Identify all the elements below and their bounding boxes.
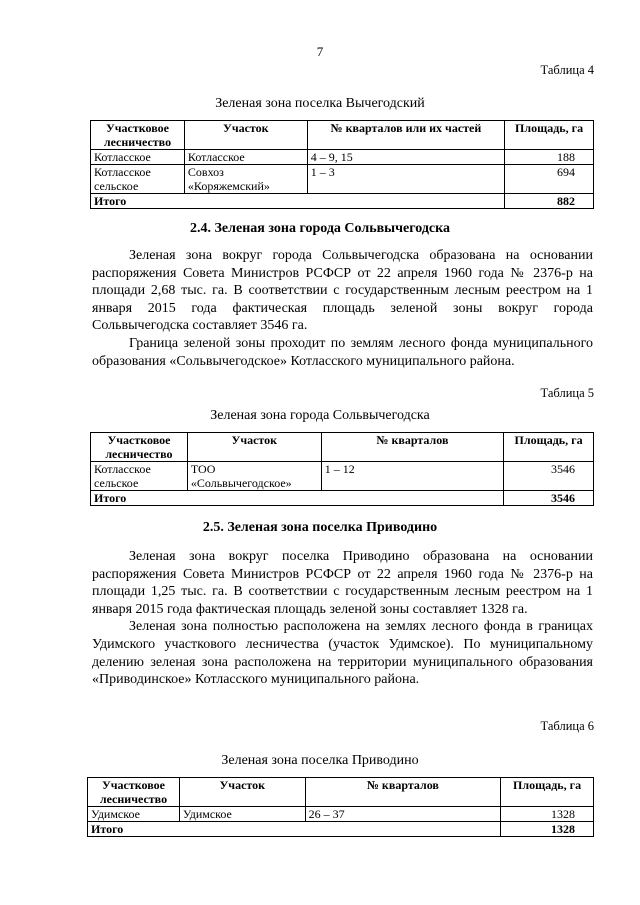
table-header-cell: Участок bbox=[184, 121, 307, 150]
table4 bbox=[90, 120, 594, 209]
total-value: 3546 bbox=[504, 491, 594, 506]
table-cell: 1328 bbox=[501, 807, 594, 822]
table-cell: 3546 bbox=[504, 462, 594, 491]
total-label: Итого bbox=[88, 822, 501, 837]
table-cell: Совхоз «Коряжемский» bbox=[184, 165, 307, 194]
table-header-cell: Участковое лесничество bbox=[91, 433, 188, 462]
table6-label: Таблица 6 bbox=[540, 719, 594, 733]
table-cell: 188 bbox=[505, 150, 594, 165]
table4-caption: Зеленая зона поселка Вычегодский bbox=[215, 96, 425, 111]
table-header-cell: № кварталов или их частей bbox=[307, 121, 504, 150]
section-2-4-heading: 2.4. Зеленая зона города Сольвычегодска bbox=[190, 221, 450, 236]
table-header-cell: Площадь, га bbox=[504, 433, 594, 462]
table-header-cell: Площадь, га bbox=[505, 121, 594, 150]
table-header-cell: № кварталов bbox=[305, 778, 500, 807]
table-cell: Удимское bbox=[88, 807, 180, 822]
section-2-5-text bbox=[92, 548, 593, 689]
table5 bbox=[90, 432, 594, 506]
table-cell: 4 – 9, 15 bbox=[307, 150, 504, 165]
table-cell: 1 – 3 bbox=[307, 165, 504, 194]
section-2-4-text bbox=[92, 247, 593, 370]
paragraph: Граница зеленой зоны проходит по землям лесного фонда муниципального образования «Сольвычегодское» Котласского муниципального района. bbox=[92, 335, 593, 369]
table-cell: 694 bbox=[505, 165, 594, 194]
section-2-5-heading: 2.5. Зеленая зона поселка Приводино bbox=[202, 520, 438, 535]
table-total-row bbox=[88, 822, 594, 837]
table-header-cell: Участковое лесничество bbox=[91, 121, 185, 150]
table-header-cell: № кварталов bbox=[321, 433, 503, 462]
table-row bbox=[88, 807, 594, 822]
paragraph: Зеленая зона вокруг поселка Приводино образована на основании распоряжения Совета Министров РСФСР от 22 апреля 1960 года № 2376-р на площади 1,25 тыс. га. В соответствии с государственным лесным реестром на 1 января 2015 года фактическая площадь зеленой зоны составляет 1328 га. bbox=[92, 549, 593, 617]
table-header-cell: Участок bbox=[179, 778, 305, 807]
table-cell: Котласское сельское bbox=[91, 462, 188, 491]
table-total-row bbox=[91, 491, 594, 506]
page-number: 7 bbox=[316, 44, 324, 59]
table-cell: 1 – 12 bbox=[321, 462, 503, 491]
table-header-cell: Участок bbox=[187, 433, 321, 462]
table-header-cell: Участковое лесничество bbox=[88, 778, 180, 807]
table-header-row bbox=[91, 121, 594, 150]
table-cell: Удимское bbox=[179, 807, 305, 822]
total-label: Итого bbox=[91, 194, 505, 209]
total-value: 1328 bbox=[501, 822, 594, 837]
table-cell: Котласское bbox=[184, 150, 307, 165]
paragraph: Зеленая зона вокруг города Сольвычегодска образована на основании распоряжения Совета Министров РСФСР от 22 апреля 1960 года № 2376-р на площади 2,68 тыс. га. В соответствии с государственным лесным реестром на 1 января 2015 года фактическая площадь зеленой зоны вокруг города Сольвычегодска составляет 3546 га. bbox=[92, 248, 593, 334]
table-cell: Котласское bbox=[91, 150, 185, 165]
table5-label: Таблица 5 bbox=[540, 386, 594, 400]
paragraph: Зеленая зона полностью расположена на землях лесного фонда в границах Удимского участкового лесничества (участок Удимское). По муниципальному делению зеленая зона расположена на территории муниципального образования «Приводинское» Котласского муниципального района. bbox=[92, 619, 593, 688]
table4-label: Таблица 4 bbox=[540, 63, 594, 77]
table6-caption: Зеленая зона поселка Приводино bbox=[221, 753, 419, 768]
table-row bbox=[91, 165, 594, 194]
table-row bbox=[91, 462, 594, 491]
table5-caption: Зеленая зона города Сольвычегодска bbox=[210, 408, 430, 423]
table-cell: ТОО «Сольвычегодское» bbox=[187, 462, 321, 491]
table-header-cell: Площадь, га bbox=[501, 778, 594, 807]
table-cell: 26 – 37 bbox=[305, 807, 500, 822]
table-row bbox=[91, 150, 594, 165]
total-label: Итого bbox=[91, 491, 504, 506]
table6 bbox=[87, 777, 594, 837]
table-cell: Котласское сельское bbox=[91, 165, 185, 194]
table-total-row bbox=[91, 194, 594, 209]
table-header-row bbox=[91, 433, 594, 462]
table-header-row bbox=[88, 778, 594, 807]
total-value: 882 bbox=[505, 194, 594, 209]
